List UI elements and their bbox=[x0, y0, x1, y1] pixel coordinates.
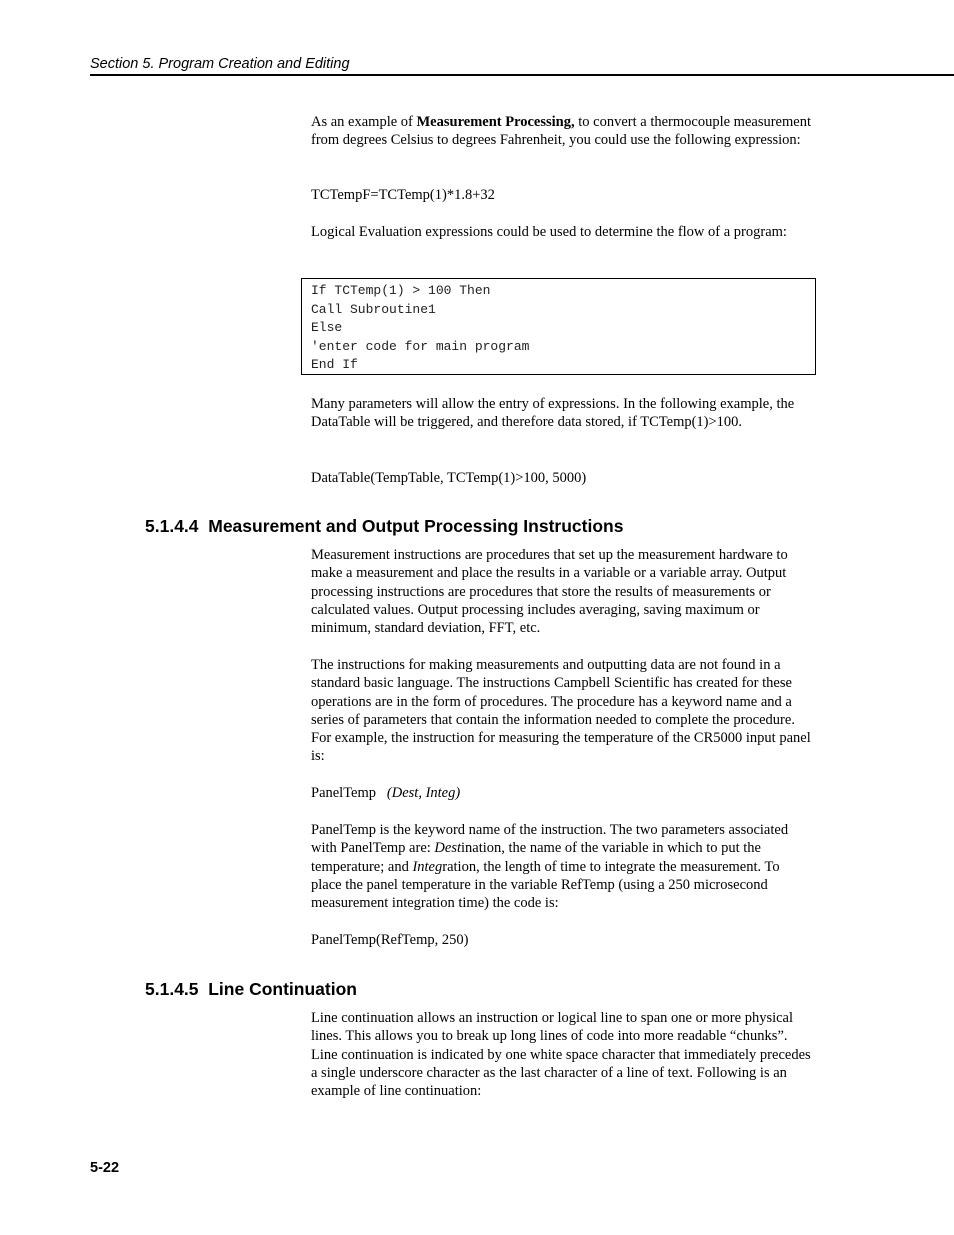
measurement-text-2: The instructions for making measurements and outputting data are not found in a standard basic language. The instructions Campbell Scientific has created for these operations are in the form of procedures. The procedure has a keyword name and a series of parameters that contain the information needed to complete the procedure. For example, the instruction for measuring the temperature of the CR5000 input panel is: bbox=[311, 657, 811, 765]
expression-text: TCTempF=TCTemp(1)*1.8+32 bbox=[311, 187, 495, 203]
section-heading-5144: 5.1.4.4 Measurement and Output Processing Instructions bbox=[145, 516, 624, 536]
paneltemp-text-c: ration, the length of time to integrate the measurement. To place the panel temperature in the variable RefTemp (using a 250 microsecond measurement integration time) the code is: bbox=[311, 858, 780, 912]
section-title: Section 5. Program Creation and Editing bbox=[90, 56, 350, 72]
dest-term: Dest bbox=[434, 840, 461, 857]
code-line: If TCTemp(1) > 100 Then bbox=[311, 283, 491, 298]
code-line: End If bbox=[311, 357, 358, 373]
intro-bold-term: Measurement Processing, bbox=[416, 114, 575, 130]
paneltemp-text-b: ination, the name of the variable in which to put the temperature; and bbox=[311, 840, 761, 875]
datatable-example bbox=[311, 469, 816, 487]
line-continuation-text: Line continuation allows an instruction or logical line to span one or more physical lines. This allows you to break up long lines of code into more readable “chunks”. Line continuation is indicated by one white space character that immediately precedes a single underscore character as the last character of a line of text. Following is an example of line continuation: bbox=[311, 1010, 811, 1100]
measurement-paragraph-2 bbox=[311, 656, 811, 766]
page-number: 5-22 bbox=[90, 1160, 120, 1176]
measurement-paragraph-1 bbox=[311, 546, 816, 637]
section-heading-5145: 5.1.4.5 Line Continuation bbox=[145, 979, 357, 999]
logical-eval-paragraph bbox=[311, 223, 816, 241]
datatable-text: DataTable(TempTable, TCTemp(1)>100, 5000) bbox=[311, 470, 587, 486]
syntax-keyword: PanelTemp bbox=[311, 785, 377, 801]
expression-example bbox=[311, 186, 816, 204]
paneltemp-paragraph bbox=[311, 821, 808, 912]
syntax-params: (Dest, Integ) bbox=[386, 785, 461, 801]
code-block bbox=[301, 278, 816, 375]
paneltemp-code-text: PanelTemp(RefTemp, 250) bbox=[311, 932, 469, 948]
intro-paragraph bbox=[311, 113, 816, 150]
parameters-text: Many parameters will allow the entry of expressions. In the following example, the DataTable will be triggered, and therefore data stored, if TCTemp(1)>100. bbox=[311, 396, 795, 431]
code-line: Else bbox=[311, 320, 343, 336]
intro-text-end: to convert a thermocouple measurement from degrees Celsius to degrees Fahrenheit, you could use the following expression: bbox=[311, 114, 811, 149]
paneltemp-code-example bbox=[311, 931, 816, 949]
paneltemp-text-a: PanelTemp is the keyword name of the instruction. The two parameters associated with PanelTemp are: bbox=[311, 822, 789, 857]
running-header bbox=[90, 55, 954, 76]
code-line: Call Subroutine1 bbox=[311, 301, 436, 317]
code-line: 'enter code for main program bbox=[311, 338, 530, 354]
syntax-example bbox=[311, 784, 816, 802]
parameters-paragraph bbox=[311, 395, 816, 432]
line-continuation-paragraph bbox=[311, 1009, 811, 1100]
intro-text-start: As an example of bbox=[311, 114, 417, 130]
logical-eval-text: Logical Evaluation expressions could be used to determine the flow of a program: bbox=[311, 224, 787, 240]
integ-term: Integ bbox=[412, 858, 443, 875]
measurement-text-1: Measurement instructions are procedures that set up the measurement hardware to make a measurement and place the results in a variable or a variable array. Output processing instructions are procedures that store the results of measurements or calculated values. Output processing includes averaging, saving maximum or minimum, standard deviation, FFT, etc. bbox=[311, 547, 788, 637]
